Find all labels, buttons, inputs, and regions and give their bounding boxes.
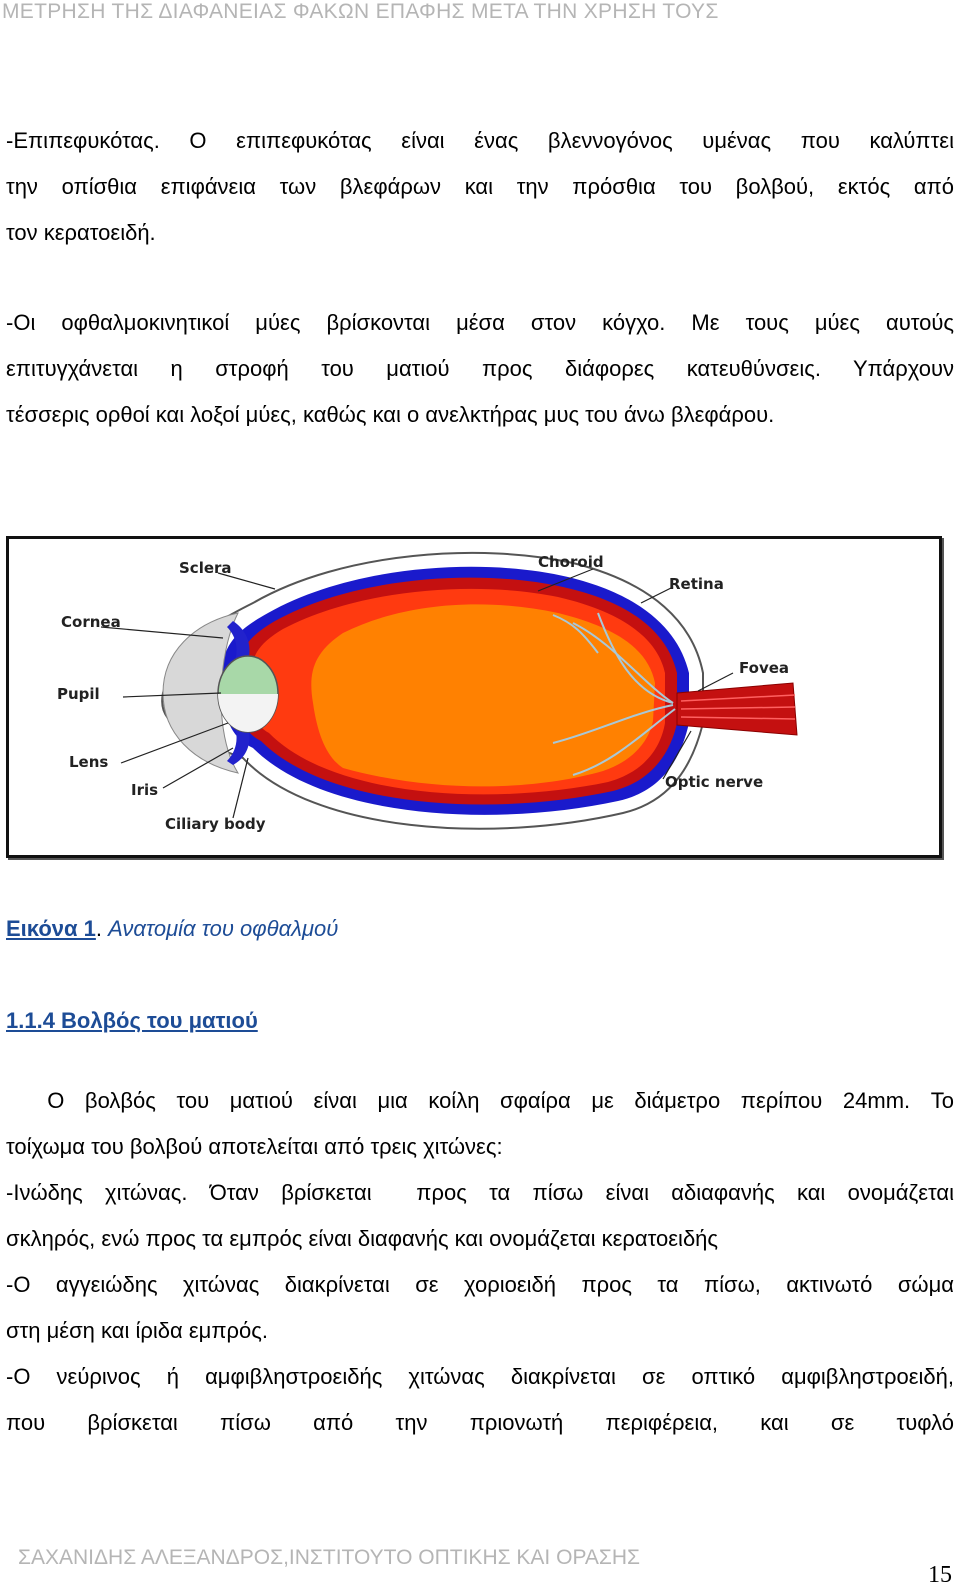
label-cornea: Cornea: [61, 613, 121, 631]
paragraph-line: -Ο αγγειώδης χιτώνας διακρίνεται σε χοριοειδή προς τα πίσω, ακτινωτό σώμα: [6, 1272, 954, 1297]
paragraph-line: -Οι οφθαλμοκινητικοί μύες βρίσκονται μέσα στον κόγχο. Με τους μύες αυτούς: [6, 310, 954, 335]
paragraph-line: τέσσερις ορθοί και λοξοί μύες, καθώς και ο ανελκτήρας μυς του άνω βλεφάρου.: [6, 402, 775, 427]
label-fovea: Fovea: [739, 659, 790, 677]
vitreous-inner: [311, 604, 655, 786]
paragraph-line: την οπίσθια επιφάνεια των βλεφάρων και την πρόσθια του βολβού, εκτός από: [6, 174, 954, 199]
label-lens: Lens: [69, 753, 109, 771]
running-footer: ΣΑΧΑΝΙΔΗΣ ΑΛΕΞΑΝΔΡΟΣ,ΙΝΣΤΙΤΟΥΤΟ ΟΠΤΙΚΗΣ ΚΑΙ ΟΡΑΣΗΣ: [18, 1546, 641, 1569]
section-title: 1.1.4 Βολβός του ματιού: [6, 1008, 258, 1033]
label-ciliary-body: Ciliary body: [165, 815, 266, 833]
paragraph-conjunctiva: [6, 118, 954, 256]
label-choroid: Choroid: [538, 553, 604, 571]
label-sclera: Sclera: [179, 559, 232, 577]
paragraph-line: -Ο νεύρινος ή αμφιβληστροειδής χιτώνας διακρίνεται σε οπτικό αμφιβληστροειδή,: [6, 1364, 954, 1389]
label-retina: Retina: [669, 575, 724, 593]
paragraph-line: -Επιπεφυκότας. Ο επιπεφυκότας είναι ένας βλεννογόνος υμένας που καλύπτει: [6, 128, 954, 153]
paragraph-line: Ο βολβός του ματιού είναι μια κοίλη σφαίρα με διάμετρο περίπου 24mm. Το: [6, 1088, 954, 1113]
eye-anatomy-diagram: [13, 543, 935, 851]
label-iris: Iris: [131, 781, 159, 799]
eye-anatomy-figure: [6, 536, 942, 858]
page-number: 15: [928, 1562, 952, 1588]
paragraph-line: που βρίσκεται πίσω από την πριονωτή περιφέρεια, και σε τυφλό: [6, 1410, 954, 1435]
paragraph-muscles: [6, 300, 954, 438]
running-header: ΜΕΤΡΗΣΗ ΤΗΣ ΔΙΑΦΑΝΕΙΑΣ ΦΑΚΩΝ ΕΠΑΦΗΣ ΜΕΤΑ ΤΗΝ ΧΡΗΣΗ ΤΟΥΣ: [2, 0, 719, 23]
paragraph-line: τοίχωμα του βολβού αποτελείται από τρεις χιτώνες:: [6, 1134, 503, 1159]
label-optic-nerve: Optic nerve: [665, 773, 764, 791]
paragraph-eyeball: [6, 1078, 954, 1446]
caption-text: Ανατομία του οφθαλμού: [108, 916, 339, 941]
paragraph-line: τον κερατοειδή.: [6, 220, 156, 245]
figure-caption: [6, 916, 338, 942]
paragraph-line: στη μέση και ίριδα εμπρός.: [6, 1318, 268, 1343]
label-pupil: Pupil: [57, 685, 100, 703]
paragraph-line: -Ινώδης χιτώνας. Όταν βρίσκεται προς τα πίσω είναι αδιαφανής και ονομάζεται: [6, 1180, 954, 1205]
caption-label: Εικόνα 1: [6, 916, 96, 941]
paragraph-line: επιτυγχάνεται η στροφή του ματιού προς διάφορες κατευθύνσεις. Υπάρχουν: [6, 356, 954, 381]
paragraph-line: σκληρός, ενώ προς τα εμπρός είναι διαφανής και ονομάζεται κερατοειδής: [6, 1226, 719, 1251]
caption-separator: .: [95, 916, 102, 941]
